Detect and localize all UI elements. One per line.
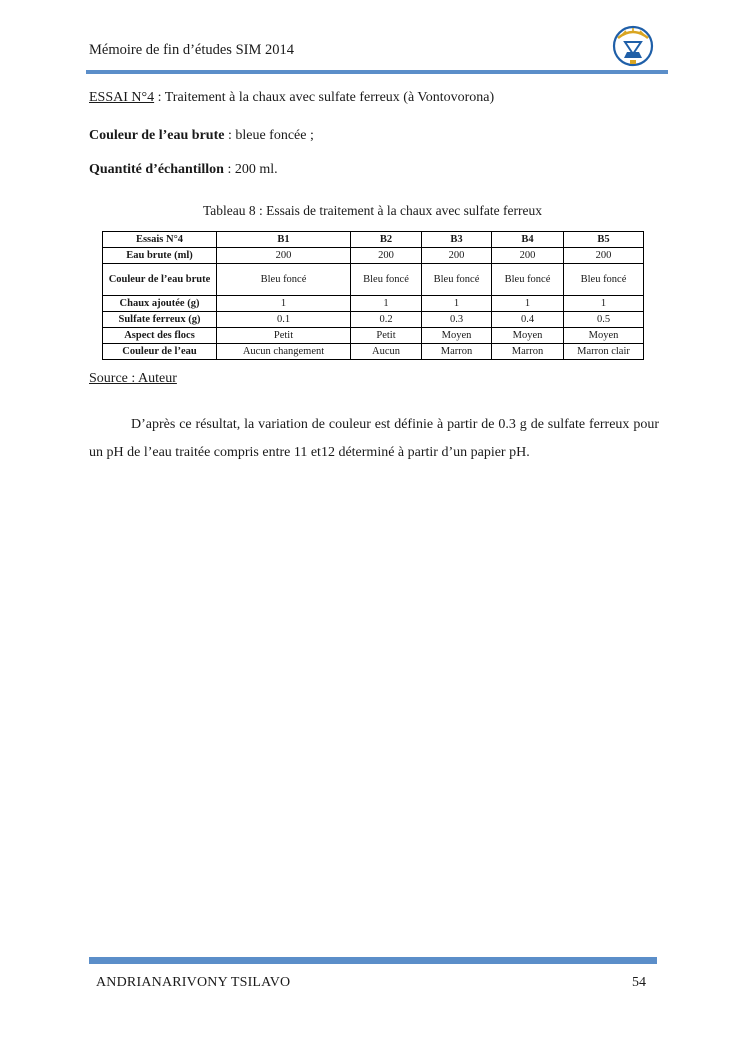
table-cell: 0.3 bbox=[422, 312, 492, 328]
table-cell: Bleu foncé bbox=[564, 264, 644, 296]
row-label: Sulfate ferreux (g) bbox=[103, 312, 217, 328]
table-row bbox=[103, 248, 644, 264]
table-cell: 200 bbox=[492, 248, 564, 264]
table-row bbox=[103, 328, 644, 344]
essai-description: : Traitement à la chaux avec sulfate ferreux (à Vontovorona) bbox=[154, 90, 495, 105]
table-row bbox=[103, 296, 644, 312]
row-label: Couleur de l’eau bbox=[103, 344, 217, 360]
row-label: Aspect des flocs bbox=[103, 328, 217, 344]
table-cell: Bleu foncé bbox=[351, 264, 422, 296]
table-cell: 0.4 bbox=[492, 312, 564, 328]
table-header-cell: B4 bbox=[492, 232, 564, 248]
table-row bbox=[103, 312, 644, 328]
table-cell: 200 bbox=[564, 248, 644, 264]
table-cell: 200 bbox=[217, 248, 351, 264]
header-rule bbox=[86, 70, 668, 74]
table-cell: Aucun changement bbox=[217, 344, 351, 360]
table-header-cell: Essais N°4 bbox=[103, 232, 217, 248]
body-paragraph: D’après ce résultat, la variation de couleur est définie à partir de 0.3 g de sulfate ferreux pour un pH de l’eau traitée compris entre 11 et12 déterminé à partir d’un papier pH. bbox=[89, 417, 659, 460]
table-header-cell: B3 bbox=[422, 232, 492, 248]
table-cell: Marron bbox=[492, 344, 564, 360]
page-number: 54 bbox=[632, 975, 646, 990]
table-cell: Bleu foncé bbox=[492, 264, 564, 296]
table-cell: 1 bbox=[492, 296, 564, 312]
footer-author: ANDRIANARIVONY TSILAVO bbox=[96, 975, 291, 990]
table-cell: 1 bbox=[564, 296, 644, 312]
table-header-cell: B5 bbox=[564, 232, 644, 248]
couleur-label: Couleur de l’eau brute bbox=[89, 128, 225, 143]
table-row bbox=[103, 344, 644, 360]
table-header-cell: B1 bbox=[217, 232, 351, 248]
table-cell: Aucun bbox=[351, 344, 422, 360]
table-header-row bbox=[103, 232, 644, 248]
table-row bbox=[103, 264, 644, 296]
table-cell: Marron clair bbox=[564, 344, 644, 360]
table-cell: Bleu foncé bbox=[422, 264, 492, 296]
table-cell: 0.5 bbox=[564, 312, 644, 328]
table-header-cell: B2 bbox=[351, 232, 422, 248]
table-cell: Petit bbox=[351, 328, 422, 344]
table-caption: Tableau 8 : Essais de traitement à la chaux avec sulfate ferreux bbox=[202, 203, 543, 218]
table-cell: 1 bbox=[422, 296, 492, 312]
table-cell: 200 bbox=[351, 248, 422, 264]
quantite-value: : 200 ml. bbox=[223, 162, 278, 177]
table-cell: Moyen bbox=[492, 328, 564, 344]
table-cell: Petit bbox=[217, 328, 351, 344]
table-cell: 1 bbox=[351, 296, 422, 312]
table-cell: 1 bbox=[217, 296, 351, 312]
couleur-line bbox=[89, 128, 314, 144]
table-cell: Bleu foncé bbox=[217, 264, 351, 296]
university-crest-icon bbox=[612, 24, 654, 68]
table-cell: 0.2 bbox=[351, 312, 422, 328]
table-cell: Moyen bbox=[422, 328, 492, 344]
table-cell: 200 bbox=[422, 248, 492, 264]
essai-heading bbox=[89, 90, 494, 106]
table-source: Source : Auteur bbox=[89, 371, 177, 386]
table-cell: Marron bbox=[422, 344, 492, 360]
footer-rule bbox=[89, 957, 657, 964]
header-title: Mémoire de fin d’études SIM 2014 bbox=[89, 42, 294, 58]
row-label: Chaux ajoutée (g) bbox=[103, 296, 217, 312]
quantite-label: Quantité d’échantillon bbox=[89, 162, 224, 177]
table-cell: Moyen bbox=[564, 328, 644, 344]
quantite-line bbox=[89, 162, 278, 178]
table-cell: 0.1 bbox=[217, 312, 351, 328]
row-label: Couleur de l’eau brute bbox=[103, 264, 217, 296]
couleur-value: : bleue foncée ; bbox=[224, 128, 314, 143]
essai-label: ESSAI N°4 bbox=[89, 90, 155, 105]
row-label: Eau brute (ml) bbox=[103, 248, 217, 264]
results-table bbox=[102, 231, 644, 360]
